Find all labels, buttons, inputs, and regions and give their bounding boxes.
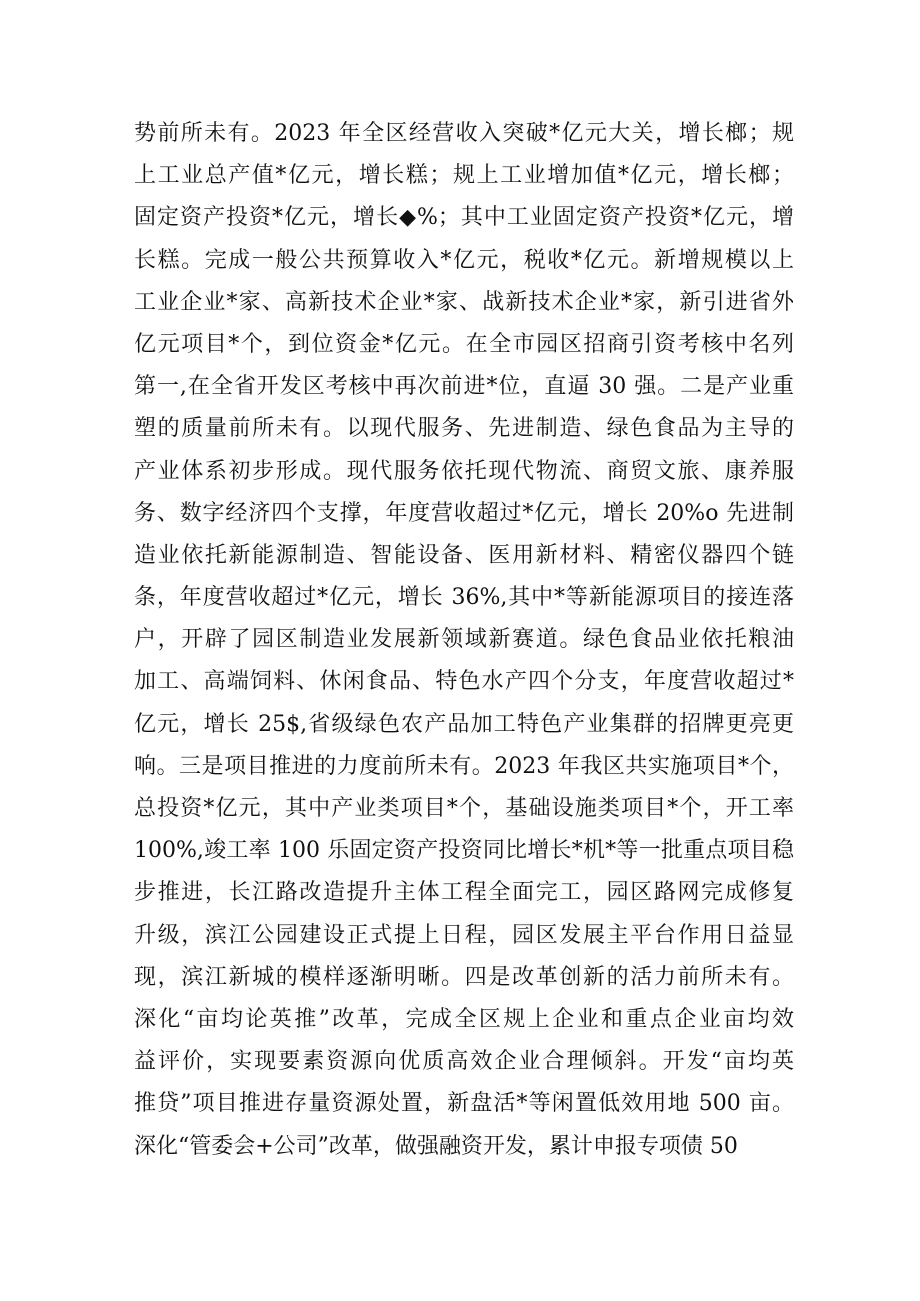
text-line: 第一,在全省开发区考核中再次前进*位，直逼 30 强。二是产业重: [134, 374, 794, 400]
text-line: 固定资产投资*亿元，增长◆%；其中工业固定资产投资*亿元，增: [134, 205, 794, 231]
text-line: 户，开辟了园区制造业发展新领域新赛道。绿色食品业依托粮油: [134, 627, 794, 653]
text-line: 条，年度营收超过*亿元，增长 36%,其中*等新能源项目的接连落: [134, 585, 794, 611]
body-paragraph: [134, 113, 794, 1168]
text-line: 深化“亩均论英推”改革，完成全区规上企业和重点企业亩均效: [134, 1006, 794, 1032]
text-line: 深化“管委会+公司”改革，做强融资开发，累计申报专项债 50: [134, 1133, 738, 1159]
text-line: 务、数字经济四个支撑，年度营收超过*亿元，增长 20%o 先进制: [134, 500, 794, 526]
text-line: 塑的质量前所未有。以现代服务、先进制造、绿色食品为主导的: [134, 416, 794, 442]
text-line: 步推进，长江路改造提升主体工程全面完工，园区路网完成修复: [134, 880, 794, 906]
text-line: 总投资*亿元，其中产业类项目*个，基础设施类项目*个，开工率: [134, 796, 794, 821]
text-line: 100%,竣工率 100 乐固定资产投资同比增长*机*等一批重点项目稳: [134, 838, 794, 864]
text-line: 升级，滨江公园建设正式提上日程，园区发展主平台作用日益显: [134, 922, 794, 948]
text-line: 现，滨江新城的模样逐渐明晰。四是改革创新的活力前所未有。: [134, 964, 794, 990]
text-line: 加工、高端饲料、休闲食品、特色水产四个分支，年度营收超过*: [134, 669, 794, 695]
text-line: 响。三是项目推进的力度前所未有。2023 年我区共实施项目*个，: [134, 753, 794, 779]
text-line: 产业体系初步形成。现代服务依托现代物流、商贸文旅、康养服: [134, 458, 794, 484]
text-line: 上工业总产值*亿元，增长糕；规上工业增加值*亿元，增长榔；: [134, 163, 794, 189]
text-line: 亿元，增长 25$,省级绿色农产品加工特色产业集群的招牌更亮更: [134, 711, 794, 737]
text-line: 工业企业*家、高新技术企业*家、战新技术企业*家，新引进省外: [134, 289, 794, 315]
text-line: 推贷”项目推进存量资源处置，新盘活*等闲置低效用地 500 亩。: [134, 1091, 794, 1117]
text-line: 亿元项目*个，到位资金*亿元。在全市园区招商引资考核中名列: [134, 331, 794, 357]
text-line: 造业依托新能源制造、智能设备、医用新材料、精密仪器四个链: [134, 542, 794, 568]
text-line: 益评价，实现要素资源向优质高效企业合理倾斜。开发“亩均英: [134, 1049, 794, 1075]
text-line: 长糕。完成一般公共预算收入*亿元，税收*亿元。新增规模以上: [134, 247, 794, 273]
text-line: 势前所未有。2023 年全区经营收入突破*亿元大关，增长榔；规: [134, 121, 794, 146]
